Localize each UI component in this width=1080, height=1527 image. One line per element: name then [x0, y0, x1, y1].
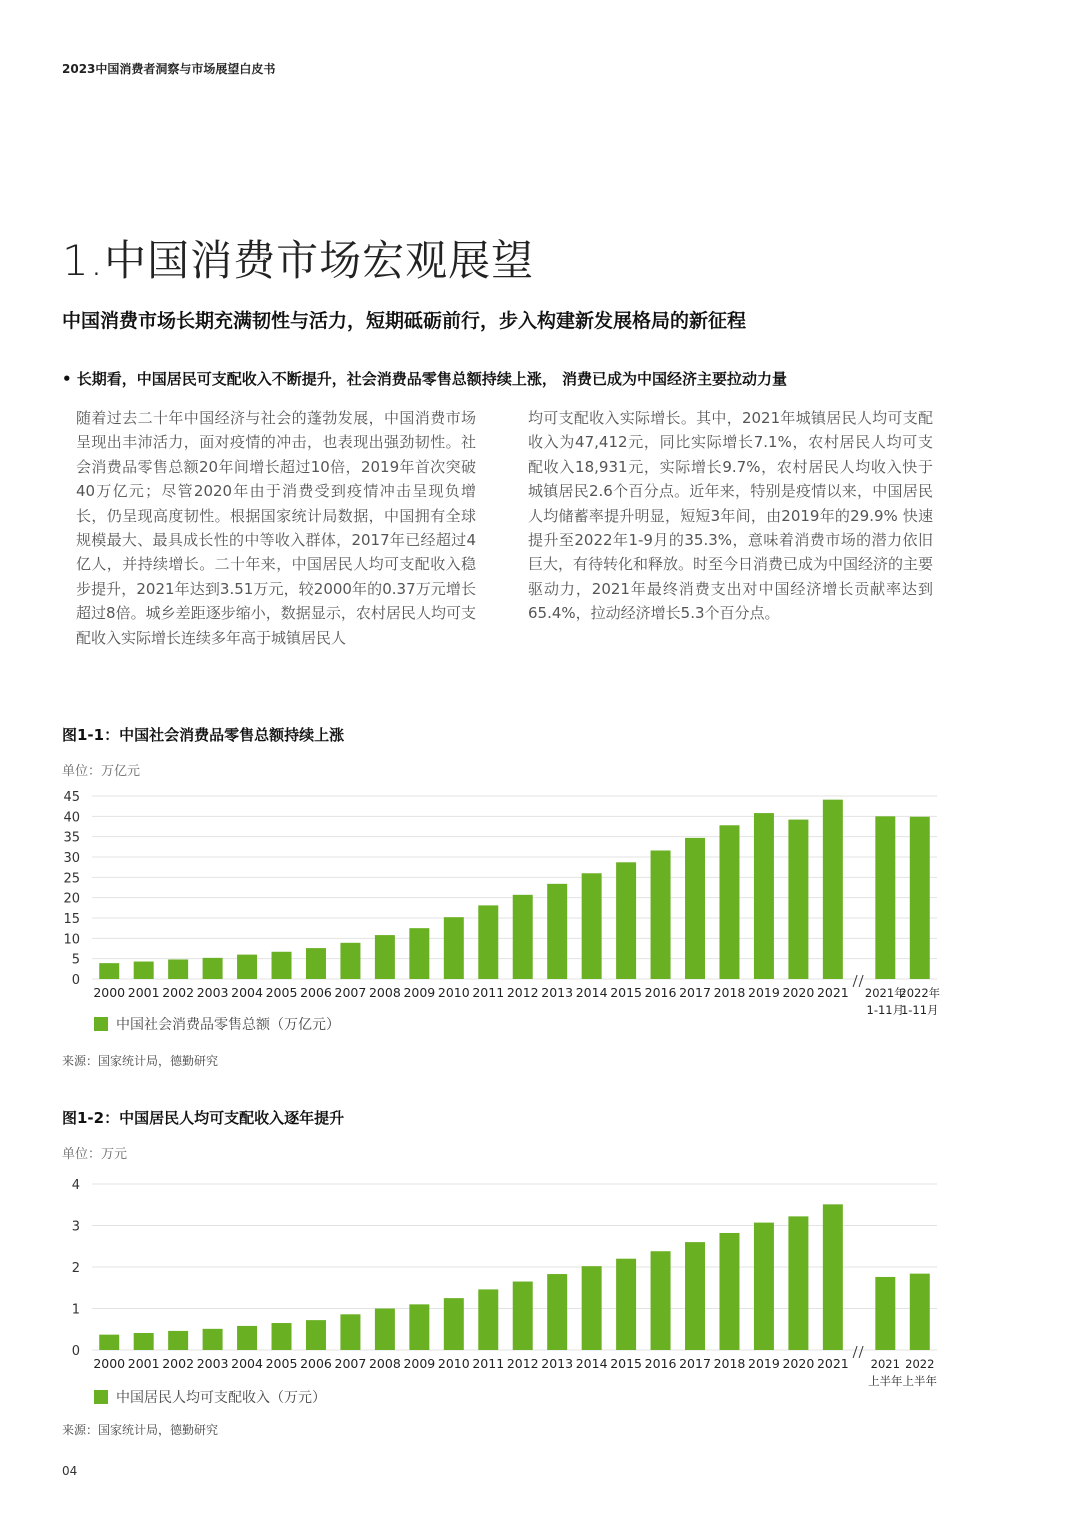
- bar: [444, 917, 464, 979]
- bar: [823, 1204, 843, 1350]
- x-tick-label: 2010: [437, 1356, 470, 1371]
- bar: [754, 813, 774, 979]
- x-tick-label: 2003: [196, 1356, 229, 1371]
- legend-swatch: [94, 1390, 108, 1404]
- x-tick-label: 2010: [437, 985, 470, 1000]
- y-tick-label: 40: [63, 810, 80, 826]
- bar: [99, 1335, 119, 1350]
- bar: [788, 1216, 808, 1350]
- y-tick-label: 15: [63, 912, 80, 927]
- x-tick-label: 2015: [610, 1356, 643, 1371]
- bar: [306, 1320, 326, 1350]
- bar: [409, 1304, 429, 1350]
- bar: [340, 943, 360, 979]
- x-tick-label: 2013: [541, 985, 574, 1000]
- bar: [719, 1233, 739, 1350]
- body-text-right: 均可支配收入实际增长。其中，2021年城镇居民人均可支配收入为47,412元，同比实际增长7.1%，农村居民人均可支配收入18,931元，实际增长9.7%，农村居民人均收入快于城镇居民2.6个百分点。近年来，特别是疫情以来，中国居民人均储蓄率提升明显，短短3年间，由2019年的29.9% 快速提升至2022年1-9月的35.3%，意味着消费市场的潜力依旧巨大，有待转化和释放。时至今日消费已成为中国经济的主要驱动力，2021年最终消费支出对中国经济增长贡献率达到65.4%，拉动经济增长5.3个百分点。: [528, 409, 934, 623]
- y-tick-label: 0: [71, 1344, 80, 1359]
- bar: [375, 1309, 395, 1351]
- x-tick-label: 2002: [162, 985, 195, 1000]
- x-tick-label: 2006: [300, 985, 332, 1000]
- bar: [203, 1329, 223, 1350]
- bar: [272, 1323, 292, 1350]
- x-tick-label: 2011: [472, 1356, 505, 1371]
- chart-disposable-income: [62, 1168, 952, 1413]
- section-title: 1.中国消费市场宏观展望: [62, 236, 535, 285]
- x-tick-label: 2022 上半年: [902, 1357, 938, 1388]
- bar: [651, 1251, 671, 1350]
- figure-1-unit: 单位：万亿元: [62, 764, 141, 779]
- bar: [134, 962, 154, 979]
- x-tick-label: 2009: [403, 1356, 436, 1371]
- x-tick-label: 2008: [368, 985, 401, 1000]
- x-tick-label: 2002: [162, 1356, 195, 1371]
- bar: [875, 816, 895, 979]
- x-tick-label: 2018: [713, 1356, 746, 1371]
- bar: [823, 800, 843, 979]
- x-tick-label: 2001: [127, 1356, 160, 1371]
- x-tick-label: 2007: [334, 985, 367, 1000]
- bar: [478, 1289, 498, 1350]
- x-tick-label: 2003: [196, 985, 229, 1000]
- x-tick-label: 2020: [782, 985, 815, 1000]
- bar: [910, 817, 930, 979]
- figure-2-title: 图1-2：中国居民人均可支配收入逐年提升: [62, 1109, 345, 1127]
- figure-2-unit: 单位：万元: [62, 1147, 128, 1162]
- header-title: 2023中国消费者洞察与市场展望白皮书: [62, 62, 276, 76]
- x-tick-label: 2013: [541, 1356, 574, 1371]
- bar: [651, 850, 671, 979]
- x-tick-label: 2020: [782, 1356, 815, 1371]
- bar: [409, 928, 429, 979]
- x-tick-label: 2015: [610, 985, 643, 1000]
- x-tick-label: 2006: [300, 1356, 332, 1371]
- bar: [685, 1242, 705, 1350]
- y-tick-label: 30: [63, 851, 80, 866]
- y-tick-label: 20: [63, 891, 80, 907]
- x-tick-label: 2019: [748, 985, 780, 1000]
- x-tick-label: 2022年 1-11月: [899, 986, 941, 1017]
- y-tick-label: 5: [71, 952, 80, 968]
- bar: [547, 884, 567, 979]
- body-text-left: 随着过去二十年中国经济与社会的蓬勃发展，中国消费市场呈现出丰沛活力，面对疫情的冲击，也表现出强劲韧性。社会消费品零售总额20年间增长超过10倍，2019年首次突破40万亿元；尽管2020年由于消费受到疫情冲击呈现负增长，仍呈现高度韧性。根据国家统计局数据，中国拥有全球规模最大、最具成长性的中等收入群体，2017年已经超过4亿人，并持续增长。二十年来，中国居民人均可支配收入稳步提升，2021年达到3.51万元，较2000年的0.37万元增长超过8倍。城乡差距逐步缩小，数据显示，农村居民人均可支配收入实际增长连续多年高于城镇居民人: [76, 409, 476, 647]
- y-tick-label: 25: [63, 871, 80, 887]
- chart-retail-sales: [62, 782, 952, 1040]
- bar: [134, 1333, 154, 1350]
- bar: [513, 895, 533, 979]
- legend-label: 中国社会消费品零售总额（万亿元）: [116, 1017, 340, 1033]
- y-tick-label: 2: [71, 1261, 80, 1276]
- bar: [340, 1314, 360, 1350]
- bar: [754, 1223, 774, 1350]
- bar: [719, 825, 739, 979]
- page-number: 04: [62, 1464, 78, 1478]
- bar: [513, 1282, 533, 1350]
- bar: [616, 1259, 636, 1350]
- bar: [582, 1266, 602, 1350]
- x-tick-label: 2007: [334, 1356, 367, 1371]
- bar: [272, 952, 292, 979]
- bar: [99, 963, 119, 979]
- y-tick-label: 1: [71, 1302, 80, 1318]
- x-tick-label: 2016: [644, 1356, 677, 1371]
- bar: [478, 905, 498, 979]
- x-tick-label: 2012: [506, 985, 539, 1000]
- x-tick-label: 2018: [713, 985, 746, 1000]
- x-tick-label: 2014: [575, 1356, 608, 1371]
- y-tick-label: 45: [63, 790, 80, 805]
- axis-break-marker: [853, 975, 863, 987]
- x-tick-label: 2001: [127, 985, 160, 1000]
- x-tick-label: 2011: [472, 985, 505, 1000]
- bar: [910, 1274, 930, 1350]
- x-tick-label: 2021年 1-11月: [864, 986, 906, 1017]
- x-tick-label: 2014: [575, 985, 608, 1000]
- section-subtitle: 中国消费市场长期充满韧性与活力，短期砥砺前行，步入构建新发展格局的新征程: [62, 310, 747, 332]
- y-tick-label: 10: [63, 932, 80, 948]
- x-tick-label: 2021 上半年: [868, 1357, 903, 1388]
- bar: [788, 820, 808, 979]
- x-tick-label: 2017: [679, 985, 711, 1000]
- x-tick-label: 2019: [748, 1356, 780, 1371]
- bar: [582, 873, 602, 979]
- bar: [875, 1277, 895, 1350]
- bar: [306, 948, 326, 979]
- x-tick-label: 2021: [816, 985, 849, 1000]
- bar: [168, 959, 188, 979]
- bar: [168, 1331, 188, 1350]
- legend-swatch: [94, 1017, 108, 1031]
- figure-2-source: 来源：国家统计局，德勤研究: [62, 1423, 219, 1437]
- bar: [616, 862, 636, 979]
- x-tick-label: 2004: [231, 985, 263, 1000]
- bar: [203, 958, 223, 979]
- x-tick-label: 2017: [679, 1356, 711, 1371]
- axis-break-marker: [853, 1346, 863, 1358]
- x-tick-label: 2008: [368, 1356, 401, 1371]
- y-tick-label: 4: [71, 1178, 80, 1193]
- x-tick-label: 2004: [231, 1356, 263, 1371]
- x-tick-label: 2000: [93, 985, 126, 1000]
- y-tick-label: 35: [63, 830, 80, 846]
- x-tick-label: 2005: [265, 985, 298, 1000]
- bullet-heading: • 长期看，中国居民可支配收入不断提升，社会消费品零售总额持续上涨， 消费已成为中国经济主要拉动力量: [62, 370, 788, 388]
- bar: [685, 838, 705, 979]
- x-tick-label: 2021: [816, 1356, 849, 1371]
- x-tick-label: 2005: [265, 1356, 298, 1371]
- x-tick-label: 2000: [93, 1356, 126, 1371]
- y-tick-label: 0: [71, 973, 80, 988]
- figure-1-source: 来源：国家统计局，德勤研究: [62, 1054, 219, 1068]
- legend-label: 中国居民人均可支配收入（万元）: [116, 1390, 326, 1406]
- bar: [375, 935, 395, 979]
- bar: [444, 1298, 464, 1350]
- bar: [237, 955, 257, 979]
- x-tick-label: 2016: [644, 985, 677, 1000]
- bar: [237, 1326, 257, 1350]
- x-tick-label: 2009: [403, 985, 436, 1000]
- x-tick-label: 2012: [506, 1356, 539, 1371]
- figure-1-title: 图1-1：中国社会消费品零售总额持续上涨: [62, 726, 345, 744]
- y-tick-label: 3: [71, 1219, 80, 1235]
- bar: [547, 1274, 567, 1350]
